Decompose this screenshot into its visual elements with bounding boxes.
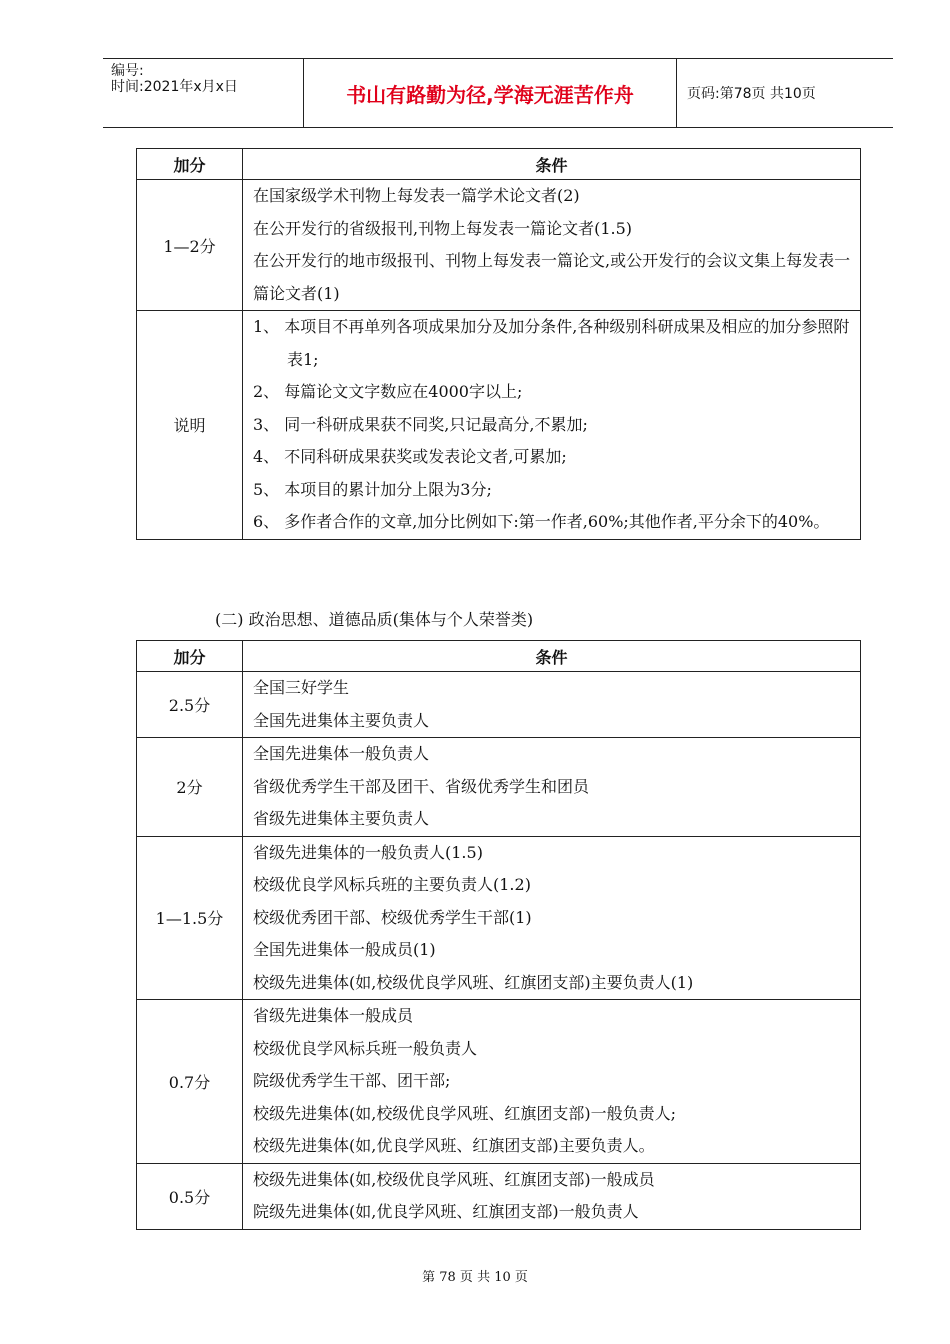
header-divider — [676, 59, 677, 127]
table-row — [137, 1000, 861, 1164]
condition-line: 院级优秀学生干部、团干部; — [253, 1071, 451, 1090]
score-cell: 2分 — [137, 738, 243, 837]
table-row — [137, 672, 861, 738]
table-header-row — [137, 641, 861, 672]
number-label: 编号: — [111, 63, 144, 79]
column-header-score: 加分 — [137, 641, 243, 672]
header-page-info: 页码:第78页 共10页 — [687, 86, 816, 102]
condition-line: 校级优秀团干部、校级优秀学生干部(1) — [253, 907, 532, 927]
score-cell: 1—2分 — [137, 180, 243, 311]
column-header-condition: 条件 — [243, 641, 861, 672]
table-row — [137, 180, 861, 311]
condition-cell — [243, 180, 861, 311]
page-footer: 第 78 页 共 10 页 — [422, 1270, 528, 1285]
section-title: (二) 政治思想、道德品质(集体与个人荣誉类) — [215, 610, 534, 629]
condition-cell — [243, 738, 861, 837]
note-item: 1、 本项目不再单列各项成果加分及加分条件,各种级别科研成果及相应的加分参照附表1; — [253, 317, 850, 369]
condition-line: 省级先进集体的一般负责人(1.5) — [253, 842, 483, 862]
score-cell: 说明 — [137, 311, 243, 540]
notes-cell — [243, 311, 861, 540]
note-item: 6、 多作者合作的文章,加分比例如下:第一作者,60%;其他作者,平分余下的40%。 — [253, 512, 830, 531]
condition-line: 全国先进集体一般负责人 — [253, 744, 430, 763]
condition-line: 校级先进集体(如,校级优良学风班、红旗团支部)主要负责人(1) — [253, 972, 694, 992]
condition-line: 校级先进集体(如,校级优良学风班、红旗团支部)一般成员 — [253, 1169, 655, 1189]
score-cell: 1—1.5分 — [137, 836, 243, 1000]
condition-cell — [243, 1163, 861, 1229]
column-header-score: 加分 — [137, 149, 243, 180]
table-row — [137, 738, 861, 837]
table-row — [137, 1163, 861, 1229]
condition-cell — [243, 1000, 861, 1164]
page-header — [103, 58, 893, 128]
condition-line: 省级先进集体主要负责人 — [253, 809, 430, 828]
condition-line: 省级先进集体一般成员 — [253, 1006, 414, 1025]
condition-cell — [243, 672, 861, 738]
score-cell: 0.5分 — [137, 1163, 243, 1229]
table-row — [137, 836, 861, 1000]
condition-line: 全国三好学生 — [253, 678, 350, 697]
note-item: 5、 本项目的累计加分上限为3分; — [253, 479, 492, 499]
condition-line: 全国先进集体一般成员(1) — [253, 940, 436, 959]
score-cell: 0.7分 — [137, 1000, 243, 1164]
condition-line: 校级优良学风标兵班一般负责人 — [253, 1038, 478, 1058]
condition-line: 在公开发行的地市级报刊、刊物上每发表一篇论文,或公开发行的会议文集上每发表一篇论文者(1) — [253, 251, 851, 303]
score-cell: 2.5分 — [137, 672, 243, 738]
research-bonus-table — [136, 148, 861, 540]
column-header-condition: 条件 — [243, 149, 861, 180]
note-item: 4、 不同科研成果获奖或发表论文者,可累加; — [253, 447, 567, 466]
note-item: 2、 每篇论文文字数应在4000字以上; — [253, 382, 523, 401]
condition-line: 校级优良学风标兵班的主要负责人(1.2) — [253, 875, 531, 894]
condition-line: 全国先进集体主要负责人 — [253, 710, 430, 730]
condition-cell — [243, 836, 861, 1000]
condition-line: 在国家级学术刊物上每发表一篇学术论文者(2) — [253, 186, 580, 205]
table-header-row — [137, 149, 861, 180]
table-row — [137, 311, 861, 540]
time-label: 时间:2021年x月x日 — [111, 79, 238, 95]
condition-line: 院级先进集体(如,优良学风班、红旗团支部)一般负责人 — [253, 1202, 639, 1221]
condition-line: 校级先进集体(如,校级优良学风班、红旗团支部)一般负责人; — [253, 1103, 676, 1123]
condition-line: 校级先进集体(如,优良学风班、红旗团支部)主要负责人。 — [253, 1136, 655, 1155]
note-item: 3、 同一科研成果获不同奖,只记最高分,不累加; — [253, 414, 588, 434]
header-left — [111, 63, 238, 95]
condition-line: 在公开发行的省级报刊,刊物上每发表一篇论文者(1.5) — [253, 218, 633, 238]
honors-bonus-table — [136, 640, 861, 1230]
condition-line: 省级优秀学生干部及团干、省级优秀学生和团员 — [253, 776, 590, 796]
header-motto: 书山有路勤为径,学海无涯苦作舟 — [346, 82, 634, 107]
